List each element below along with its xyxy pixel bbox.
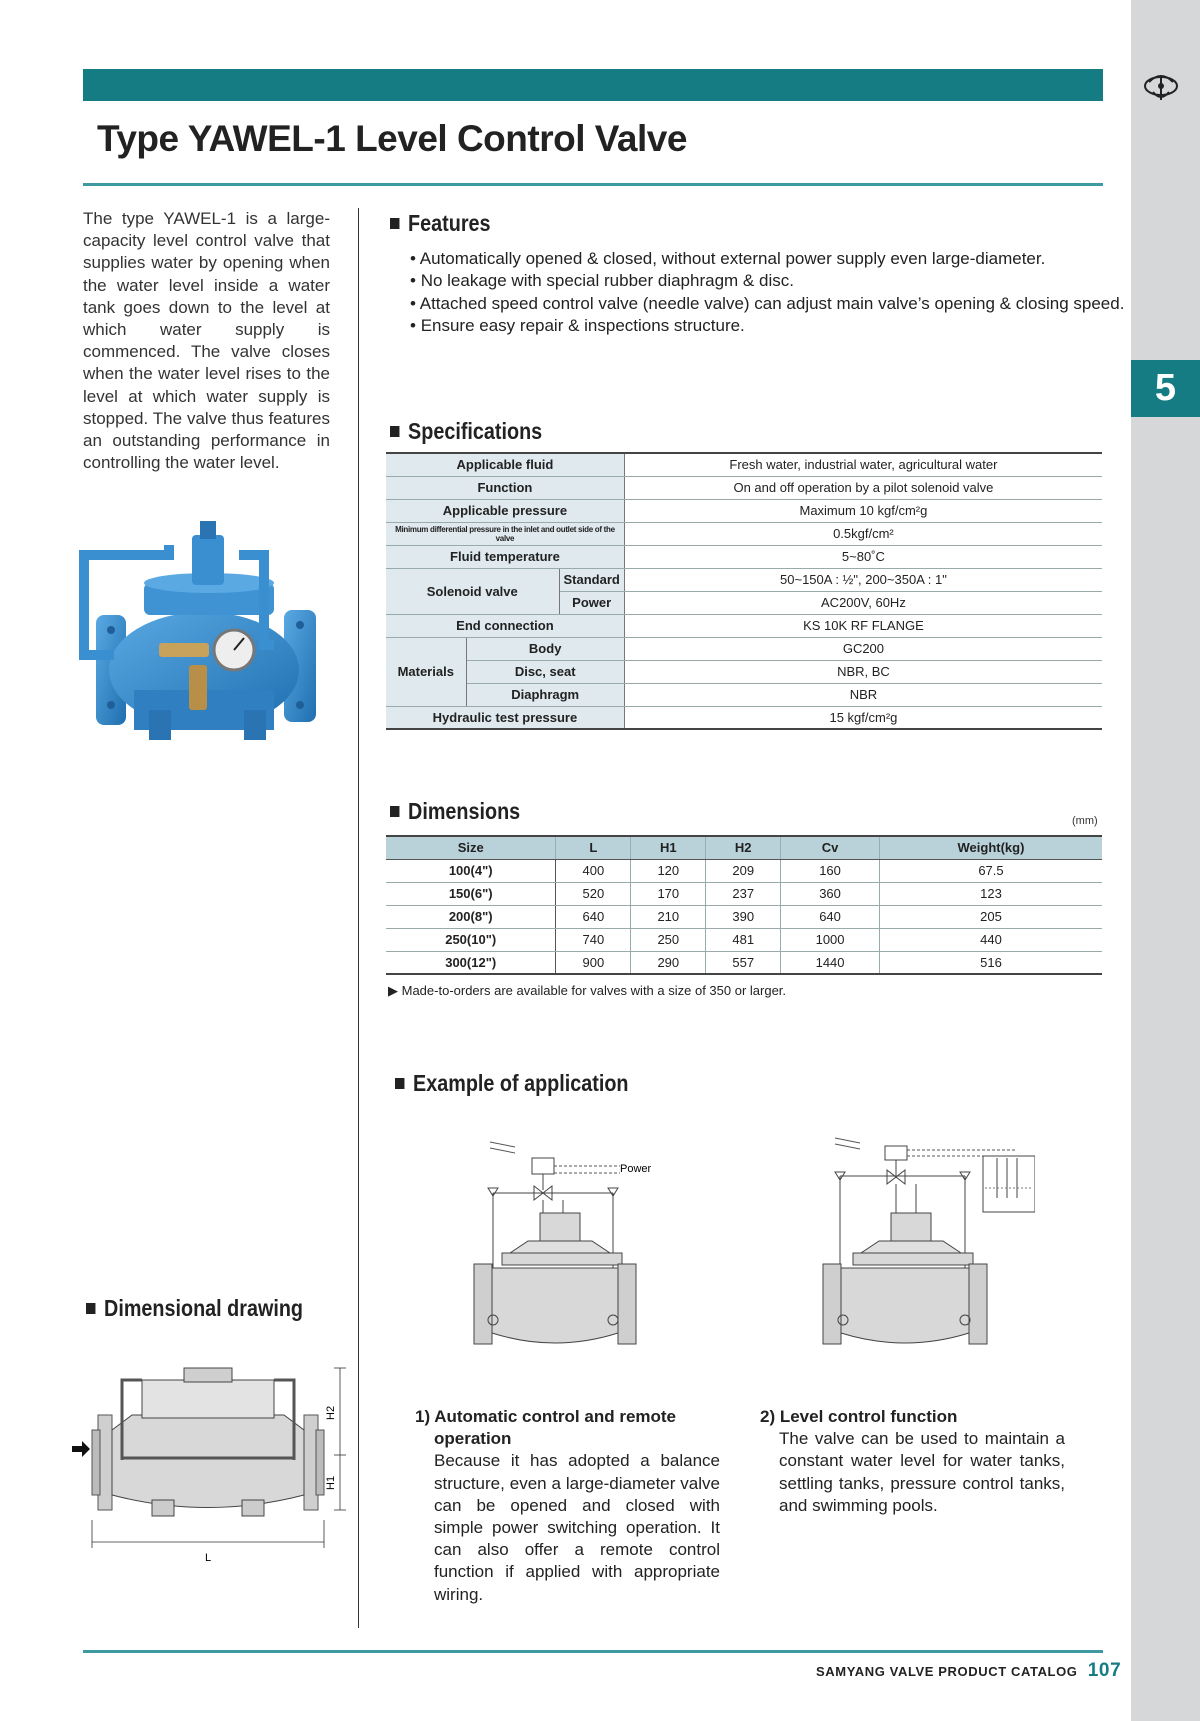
footer [816,1660,1121,1682]
column-header: Cv [781,836,880,859]
table-cell: 390 [706,905,781,928]
catalog-name: SAMYANG VALVE PRODUCT CATALOG [816,1664,1078,1679]
page-title: Type YAWEL-1 Level Control Valve [97,118,687,159]
table-cell: 200(8") [386,905,556,928]
table-cell: 300(12") [386,951,556,974]
spec-value: On and off operation by a pilot solenoid valve [624,476,1102,499]
table-row [386,568,1102,591]
table-row [386,951,1102,974]
unit-label: (mm) [1072,815,1098,827]
table-row [386,660,1102,683]
column-header: L [556,836,631,859]
table-row [386,453,1102,476]
specifications-table [386,452,1102,730]
table-cell: 123 [879,882,1102,905]
valve-product-photo [74,515,332,747]
spec-value: 5~80˚C [624,545,1102,568]
made-to-order-note: ▶ Made-to-orders are available for valves with a size of 350 or larger. [388,983,787,998]
table-cell: 900 [556,951,631,974]
table-cell: 250(10") [386,928,556,951]
spec-label: Minimum differential pressure in the inlet and outlet side of the valve [386,522,624,545]
application-diagram-level [815,1128,1035,1368]
spec-value: 50~150A : ½", 200~350A : 1" [624,568,1102,591]
spec-value: 0.5kgf/cm² [624,522,1102,545]
feature-item: • Automatically opened & closed, without external power supply even large-diameter. [410,248,1124,270]
application-item-remote [415,1406,720,1606]
table-row [386,859,1102,882]
header-bar [83,69,1103,101]
table-cell: 400 [556,859,631,882]
application-diagram-remote [470,1128,670,1368]
spec-sublabel: Diaphragm [466,683,624,706]
spec-sublabel: Standard [559,568,624,591]
table-row [386,545,1102,568]
spec-label: Fluid temperature [386,545,624,568]
table-row [386,499,1102,522]
spec-label: Applicable fluid [386,453,624,476]
table-cell: 160 [781,859,880,882]
label-h2: H2 [325,1405,337,1420]
table-cell: 67.5 [879,859,1102,882]
feature-item: • Attached speed control valve (needle valve) can adjust main valve’s opening & closing speed. [410,293,1124,315]
table-header-row [386,836,1102,859]
table-cell: 640 [781,905,880,928]
column-header: Weight(kg) [879,836,1102,859]
intro-text: The type YAWEL-1 is a large-capacity level control valve that supplies water by opening when the water level inside a water tank goes down to the level at which water supply is commenced. The valve closes when the water level rises to the level at which water supply is stopped. The valve thus features an outstanding performance in controlling the water level. [83,209,330,473]
application-item-body: The valve can be used to maintain a constant water level for water tanks, settling tanks, pressure control tanks, and swimming pools. [779,1429,1065,1515]
feature-item: • Ensure easy repair & inspections structure. [410,315,1124,337]
table-row [386,706,1102,729]
table-cell: 290 [631,951,706,974]
column-header: H1 [631,836,706,859]
play-arrow-icon: ▶ [388,983,398,998]
table-row [386,614,1102,637]
page-number: 107 [1087,1660,1122,1681]
table-cell: 250 [631,928,706,951]
application-item-title: 2) Level control function [760,1407,958,1426]
table-row [386,905,1102,928]
table-cell: 150(6") [386,882,556,905]
table-row [386,683,1102,706]
label-l: L [204,1552,212,1564]
spec-value: NBR [624,683,1102,706]
spec-label: Function [386,476,624,499]
table-row [386,882,1102,905]
bullet-square-icon [390,806,399,817]
table-cell: 557 [706,951,781,974]
table-cell: 1000 [781,928,880,951]
table-cell: 360 [781,882,880,905]
spec-label: Solenoid valve [386,568,559,614]
table-cell: 209 [706,859,781,882]
bullet-square-icon [390,426,399,437]
table-row [386,522,1102,545]
spec-sublabel: Power [559,591,624,614]
footer-rule [83,1650,1103,1653]
spec-value: NBR, BC [624,660,1102,683]
application-item-body: Because it has adopted a balance structure, even a large-diameter valve can be opened and closed with simple power switching operation. It can also offer a remote control function if applied with appropriate wiring. [434,1451,720,1604]
features-list [410,248,1124,338]
application-item-level [760,1406,1065,1517]
table-cell: 210 [631,905,706,928]
side-strip [1131,0,1200,1721]
table-cell: 1440 [781,951,880,974]
table-cell: 120 [631,859,706,882]
spec-value: Fresh water, industrial water, agricultural water [624,453,1102,476]
table-cell: 520 [556,882,631,905]
column-divider [358,208,359,1628]
table-row [386,637,1102,660]
bullet-square-icon [395,1078,404,1089]
dimensional-drawing [72,1360,352,1570]
label-h1: H1 [325,1475,337,1490]
application-item-title: operation [434,1429,512,1449]
bullet-square-icon [390,218,399,229]
table-cell: 640 [556,905,631,928]
table-row [386,476,1102,499]
feature-item: • No leakage with special rubber diaphragm & disc. [410,270,1124,292]
title-rule [83,183,1103,186]
specifications-heading: Specifications [390,418,542,445]
dimensions-heading: Dimensions [390,798,520,825]
spec-value: KS 10K RF FLANGE [624,614,1102,637]
spec-value: GC200 [624,637,1102,660]
table-cell: 440 [879,928,1102,951]
spec-value: AC200V, 60Hz [624,591,1102,614]
bullet-square-icon [86,1303,95,1314]
spec-value: Maximum 10 kgf/cm²g [624,499,1102,522]
power-label: Power [620,1163,652,1175]
brand-logo-icon [1143,66,1179,106]
table-cell: 100(4") [386,859,556,882]
features-heading: Features [390,210,491,237]
table-cell: 516 [879,951,1102,974]
spec-label: Materials [386,637,466,706]
spec-label: Applicable pressure [386,499,624,522]
spec-label: Hydraulic test pressure [386,706,624,729]
table-cell: 205 [879,905,1102,928]
application-item-title: 1) Automatic control and remote [415,1407,677,1426]
application-heading: Example of application [395,1070,628,1097]
spec-label: End connection [386,614,624,637]
column-header: H2 [706,836,781,859]
spec-value: 15 kgf/cm²g [624,706,1102,729]
spec-sublabel: Body [466,637,624,660]
dimensional-drawing-heading: Dimensional drawing [86,1295,303,1322]
table-cell: 740 [556,928,631,951]
table-cell: 170 [631,882,706,905]
column-header: Size [386,836,556,859]
chapter-tab[interactable]: 5 [1131,360,1200,417]
table-row [386,928,1102,951]
table-cell: 481 [706,928,781,951]
table-cell: 237 [706,882,781,905]
spec-sublabel: Disc, seat [466,660,624,683]
dimensions-table [386,835,1102,975]
